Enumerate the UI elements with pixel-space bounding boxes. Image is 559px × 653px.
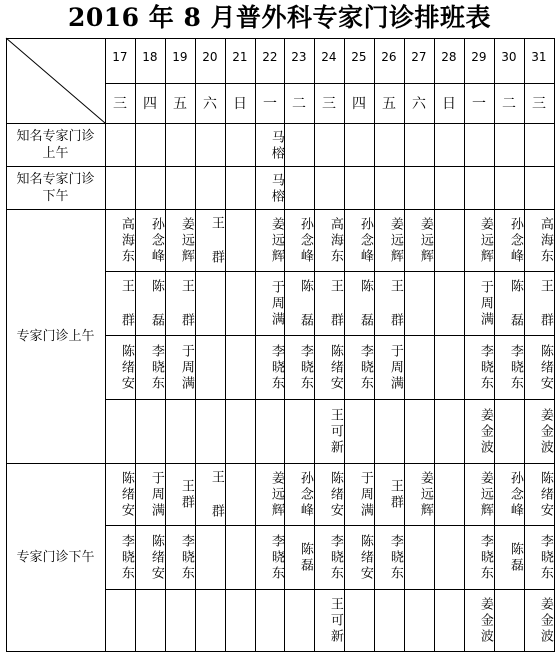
doctor-name: 王 群 <box>178 279 194 329</box>
weekday-cell: 二 <box>291 96 306 112</box>
date-cell: 28 <box>441 50 457 64</box>
doctor-name: 马榕 <box>268 129 284 162</box>
date-cell: 30 <box>501 50 517 64</box>
doctor-name: 于周满 <box>477 280 493 328</box>
weekday-cell: 一 <box>262 96 277 112</box>
date-cell: 20 <box>202 50 218 64</box>
doctor-name: 马榕 <box>268 172 284 205</box>
doctor-name: 李晓东 <box>387 534 403 582</box>
doctor-name: 孙念峰 <box>297 471 313 519</box>
page-title: 2016 年 8 月普外科专家门诊排班表 <box>67 3 492 32</box>
doctor-name: 陈绪安 <box>537 471 553 519</box>
doctor-name: 姜远辉 <box>268 471 284 519</box>
doctor-name: 王 群 <box>208 216 224 266</box>
doctor-name: 孙念峰 <box>507 217 523 265</box>
doctor-name: 陈 磊 <box>507 279 523 329</box>
doctor-name: 王 群 <box>327 279 343 329</box>
doctor-name: 陈磊 <box>507 542 523 574</box>
doctor-name: 陈 磊 <box>148 279 164 329</box>
weekday-cell: 日 <box>441 96 456 112</box>
doctor-name: 李晓东 <box>268 344 284 392</box>
doctor-name: 王 群 <box>387 279 403 329</box>
doctor-name: 王可新 <box>327 597 343 645</box>
doctor-name: 姜远辉 <box>417 471 433 519</box>
doctor-name: 王 群 <box>208 470 224 520</box>
weekday-cell: 四 <box>142 96 157 112</box>
doctor-name: 李晓东 <box>148 344 164 392</box>
weekday-cell: 日 <box>232 96 247 112</box>
doctor-name: 陈绪安 <box>148 534 164 582</box>
doctor-name: 孙念峰 <box>357 217 373 265</box>
doctor-name: 李晓东 <box>507 344 523 392</box>
doctor-name: 李晓东 <box>327 534 343 582</box>
doctor-name: 于周满 <box>268 280 284 328</box>
date-cell: 29 <box>471 50 487 64</box>
doctor-name: 姜远辉 <box>387 217 403 265</box>
doctor-name: 姜远辉 <box>268 217 284 265</box>
doctor-name: 孙念峰 <box>148 217 164 265</box>
weekday-cell: 三 <box>112 96 127 112</box>
date-cell: 21 <box>232 50 248 64</box>
doctor-name: 李晓东 <box>477 534 493 582</box>
doctor-name: 李晓东 <box>537 534 553 582</box>
doctor-name: 陈 磊 <box>297 279 313 329</box>
doctor-name: 于周满 <box>357 471 373 519</box>
doctor-name: 姜远辉 <box>178 217 194 265</box>
doctor-name: 陈绪安 <box>357 534 373 582</box>
row-label-expert_pm: 专家门诊下午 <box>16 549 95 565</box>
date-cell: 22 <box>262 50 278 64</box>
row-label-famous_am: 知名专家门诊上午 <box>16 128 95 161</box>
doctor-name: 姜远辉 <box>477 217 493 265</box>
weekday-cell: 五 <box>381 96 396 112</box>
doctor-name: 王 群 <box>118 279 134 329</box>
doctor-name: 陈绪安 <box>327 344 343 392</box>
doctor-name: 陈绪安 <box>118 471 134 519</box>
doctor-name: 姜远辉 <box>477 471 493 519</box>
date-cell: 25 <box>351 50 367 64</box>
doctor-name: 陈绪安 <box>327 471 343 519</box>
doctor-name: 李晓东 <box>357 344 373 392</box>
doctor-name: 陈绪安 <box>118 344 134 392</box>
doctor-name: 李晓东 <box>178 534 194 582</box>
doctor-name: 高海东 <box>537 217 553 265</box>
date-cell: 17 <box>112 50 128 64</box>
doctor-name: 陈磊 <box>297 542 313 574</box>
date-cell: 31 <box>531 50 547 64</box>
weekday-cell: 三 <box>531 96 546 112</box>
doctor-name: 李晓东 <box>268 534 284 582</box>
weekday-cell: 二 <box>501 96 516 112</box>
date-cell: 27 <box>411 50 427 64</box>
doctor-name: 于周满 <box>387 344 403 392</box>
weekday-cell: 五 <box>172 96 187 112</box>
doctor-name: 李晓东 <box>297 344 313 392</box>
date-cell: 19 <box>172 50 188 64</box>
weekday-cell: 四 <box>351 96 366 112</box>
doctor-name: 王群 <box>178 479 194 511</box>
doctor-name: 李晓东 <box>118 534 134 582</box>
doctor-name: 高海东 <box>327 217 343 265</box>
date-cell: 24 <box>321 50 337 64</box>
doctor-name: 李晓东 <box>477 344 493 392</box>
weekday-cell: 一 <box>471 96 486 112</box>
row-label-expert_am: 专家门诊上午 <box>16 328 95 344</box>
doctor-name: 王群 <box>387 479 403 511</box>
doctor-name: 高海东 <box>118 217 134 265</box>
doctor-name: 王可新 <box>327 408 343 456</box>
row-label-famous_pm: 知名专家门诊下午 <box>16 171 95 204</box>
doctor-name: 姜金波 <box>537 408 553 456</box>
date-cell: 26 <box>381 50 397 64</box>
doctor-name: 姜金波 <box>537 597 553 645</box>
doctor-name: 陈 磊 <box>357 279 373 329</box>
doctor-name: 陈绪安 <box>537 344 553 392</box>
doctor-name: 姜金波 <box>477 597 493 645</box>
doctor-name: 于周满 <box>178 344 194 392</box>
weekday-cell: 六 <box>411 96 426 112</box>
doctor-name: 于周满 <box>148 471 164 519</box>
doctor-name: 王 群 <box>537 279 553 329</box>
doctor-name: 姜金波 <box>477 408 493 456</box>
doctor-name: 孙念峰 <box>507 471 523 519</box>
doctor-name: 孙念峰 <box>297 217 313 265</box>
weekday-cell: 三 <box>321 96 336 112</box>
date-cell: 18 <box>142 50 158 64</box>
date-cell: 23 <box>291 50 307 64</box>
doctor-name: 姜远辉 <box>417 217 433 265</box>
weekday-cell: 六 <box>202 96 217 112</box>
